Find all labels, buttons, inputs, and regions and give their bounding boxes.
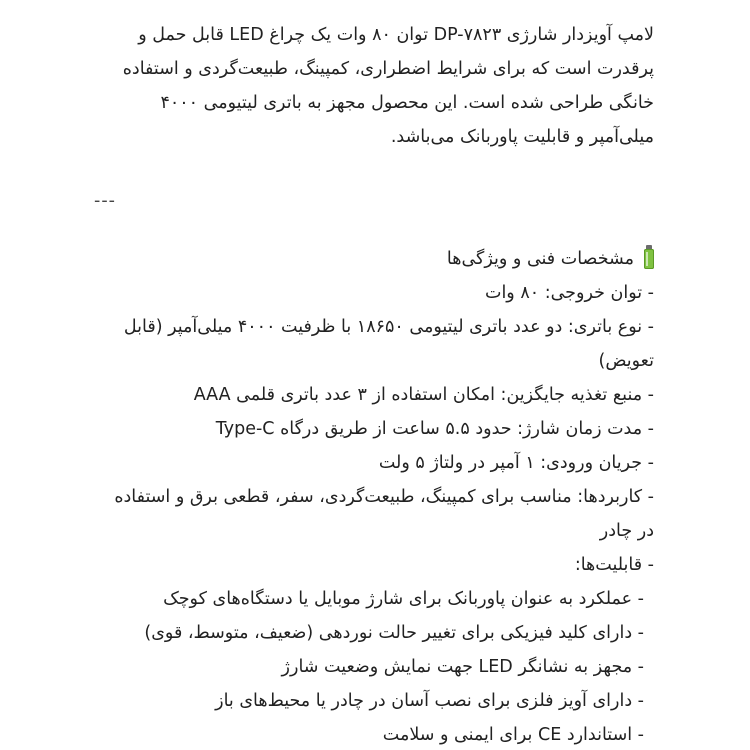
spec-input-current: - جریان ورودی: ۱ آمپر در ولتاژ ۵ ولت	[378, 453, 654, 473]
spec-applications: - کاربردها: مناسب برای کمپینگ، طبیعت‌گردی، سفر، قطعی برق و استفاده در چادر	[114, 487, 654, 541]
spec-charge-time: - مدت زمان شارژ: حدود ۵.۵ ساعت از طریق درگاه Type-C	[215, 419, 654, 439]
capability-powerbank: - عملکرد به عنوان پاوربانک برای شارژ موبایل یا دستگاه‌های کوچک	[163, 589, 644, 609]
capability-hanger: - دارای آویز فلزی برای نصب آسان در چادر یا محیط‌های باز	[215, 691, 644, 711]
spec-output-power: - توان خروجی: ۸۰ وات	[484, 283, 654, 303]
specs-heading-text: مشخصات فنی و ویژگی‌ها	[446, 249, 634, 269]
description-content	[94, 18, 654, 750]
spec-alt-power: - منبع تغذیه جایگزین: امکان استفاده از ۳ عدد باتری قلمی AAA	[193, 385, 654, 405]
capabilities-list	[94, 582, 654, 750]
product-description-card	[90, 0, 666, 750]
battery-icon	[644, 249, 654, 269]
specs-list	[94, 276, 654, 582]
separator: ---	[94, 191, 116, 211]
capability-switch: - دارای کلید فیزیکی برای تغییر حالت نوردهی (ضعیف، متوسط، قوی)	[144, 623, 644, 643]
spec-capabilities-label: - قابلیت‌ها:	[574, 555, 654, 575]
capability-ce: - استاندارد CE برای ایمنی و سلامت	[382, 725, 644, 745]
capability-led-indicator: - مجهز به نشانگر LED جهت نمایش وضعیت شارژ	[281, 657, 644, 677]
specs-heading	[94, 242, 654, 276]
intro-paragraph: لامپ آویزدار شارژی DP-۷۸۲۳ توان ۸۰ وات یک چراغ LED قابل حمل و پرقدرت است که برای شرایط اضطراری، کمپینگ، طبیعت‌گردی و استفاده خانگی طراحی شده است. این محصول مجهز به باتری لیتیومی ۴۰۰۰ میلی‌آمپر و قابلیت پاوربانک می‌باشد.	[122, 25, 654, 147]
spec-battery-type: - نوع باتری: دو عدد باتری لیتیومی ۱۸۶۵۰ با ظرفیت ۴۰۰۰ میلی‌آمپر (قابل تعویض)	[123, 317, 654, 371]
